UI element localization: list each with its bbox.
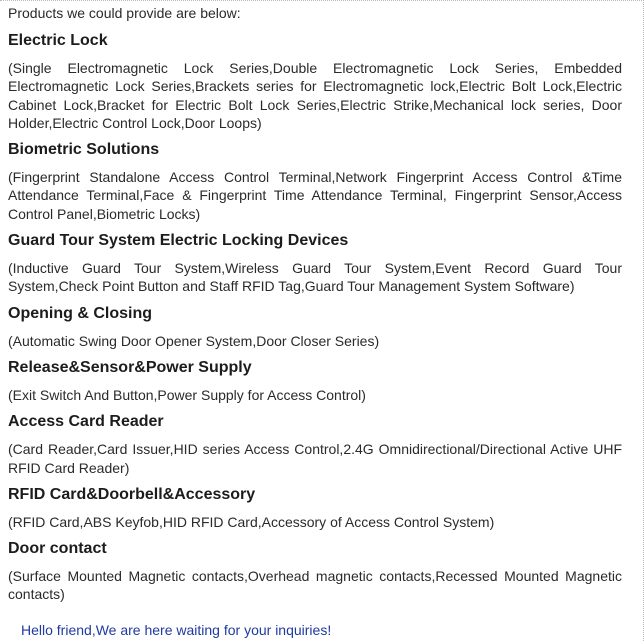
section-title: Biometric Solutions bbox=[8, 141, 160, 159]
intro-text: Products we could provide are below: bbox=[8, 5, 241, 21]
section-opening-closing bbox=[8, 304, 622, 350]
section-description: (Exit Switch And Button,Power Supply for Access Control) bbox=[8, 386, 366, 403]
section-description: (Inductive Guard Tour System,Wireless Guard Tour System,Event Record Guard Tour System,Check Point Button and Staff RFID Tag,Guard Tour Management System Software) bbox=[8, 260, 622, 295]
footer-greeting: Hello friend,We are here waiting for your inquiries! bbox=[21, 622, 332, 638]
section-title: Opening & Closing bbox=[8, 304, 152, 322]
section-access-card-reader bbox=[8, 412, 622, 477]
section-title: Electric Lock bbox=[8, 32, 108, 49]
section-description: (Automatic Swing Door Opener System,Door Closer Series) bbox=[8, 332, 380, 349]
section-electric-lock bbox=[8, 31, 622, 132]
section-door-contact bbox=[8, 539, 622, 604]
section-title: Door contact bbox=[8, 540, 107, 558]
section-rfid-card-doorbell bbox=[8, 485, 622, 531]
product-sections bbox=[8, 31, 622, 612]
section-title: Access Card Reader bbox=[8, 413, 164, 431]
section-description: (Card Reader,Card Issuer,HID series Access Control,2.4G Omnidirectional/Directional Active UHF RFID Card Reader) bbox=[8, 441, 622, 476]
section-biometric-solutions bbox=[8, 140, 622, 223]
section-guard-tour bbox=[8, 231, 622, 296]
section-release-sensor-power bbox=[8, 358, 622, 404]
section-description: (Single Electromagnetic Lock Series,Double Electromagnetic Lock Series, Embedded Electromagnetic Lock Series,Brackets series for Electromagnetic lock,Electric Bolt Lock,Electric Cabinet Lock,Bracket for Electric Bolt Lock Series,Electric Strike,Mechanical lock series, Door Holder,Electric Control Lock,Door Loops) bbox=[8, 60, 622, 131]
section-description: (Surface Mounted Magnetic contacts,Overhead magnetic contacts,Recessed Mounted Magnetic contacts) bbox=[8, 568, 622, 603]
section-title: RFID Card&Doorbell&Accessory bbox=[8, 485, 256, 503]
section-title: Release&Sensor&Power Supply bbox=[8, 358, 252, 376]
section-title: Guard Tour System Electric Locking Devices bbox=[8, 232, 349, 250]
section-description: (Fingerprint Standalone Access Control Terminal,Network Fingerprint Access Control &Time Attendance Terminal,Face & Fingerprint Time Attendance Terminal, Fingerprint Sensor,Access Control Panel,Biometric Locks) bbox=[8, 169, 622, 222]
section-description: (RFID Card,ABS Keyfob,HID RFID Card,Accessory of Access Control System) bbox=[8, 513, 495, 530]
